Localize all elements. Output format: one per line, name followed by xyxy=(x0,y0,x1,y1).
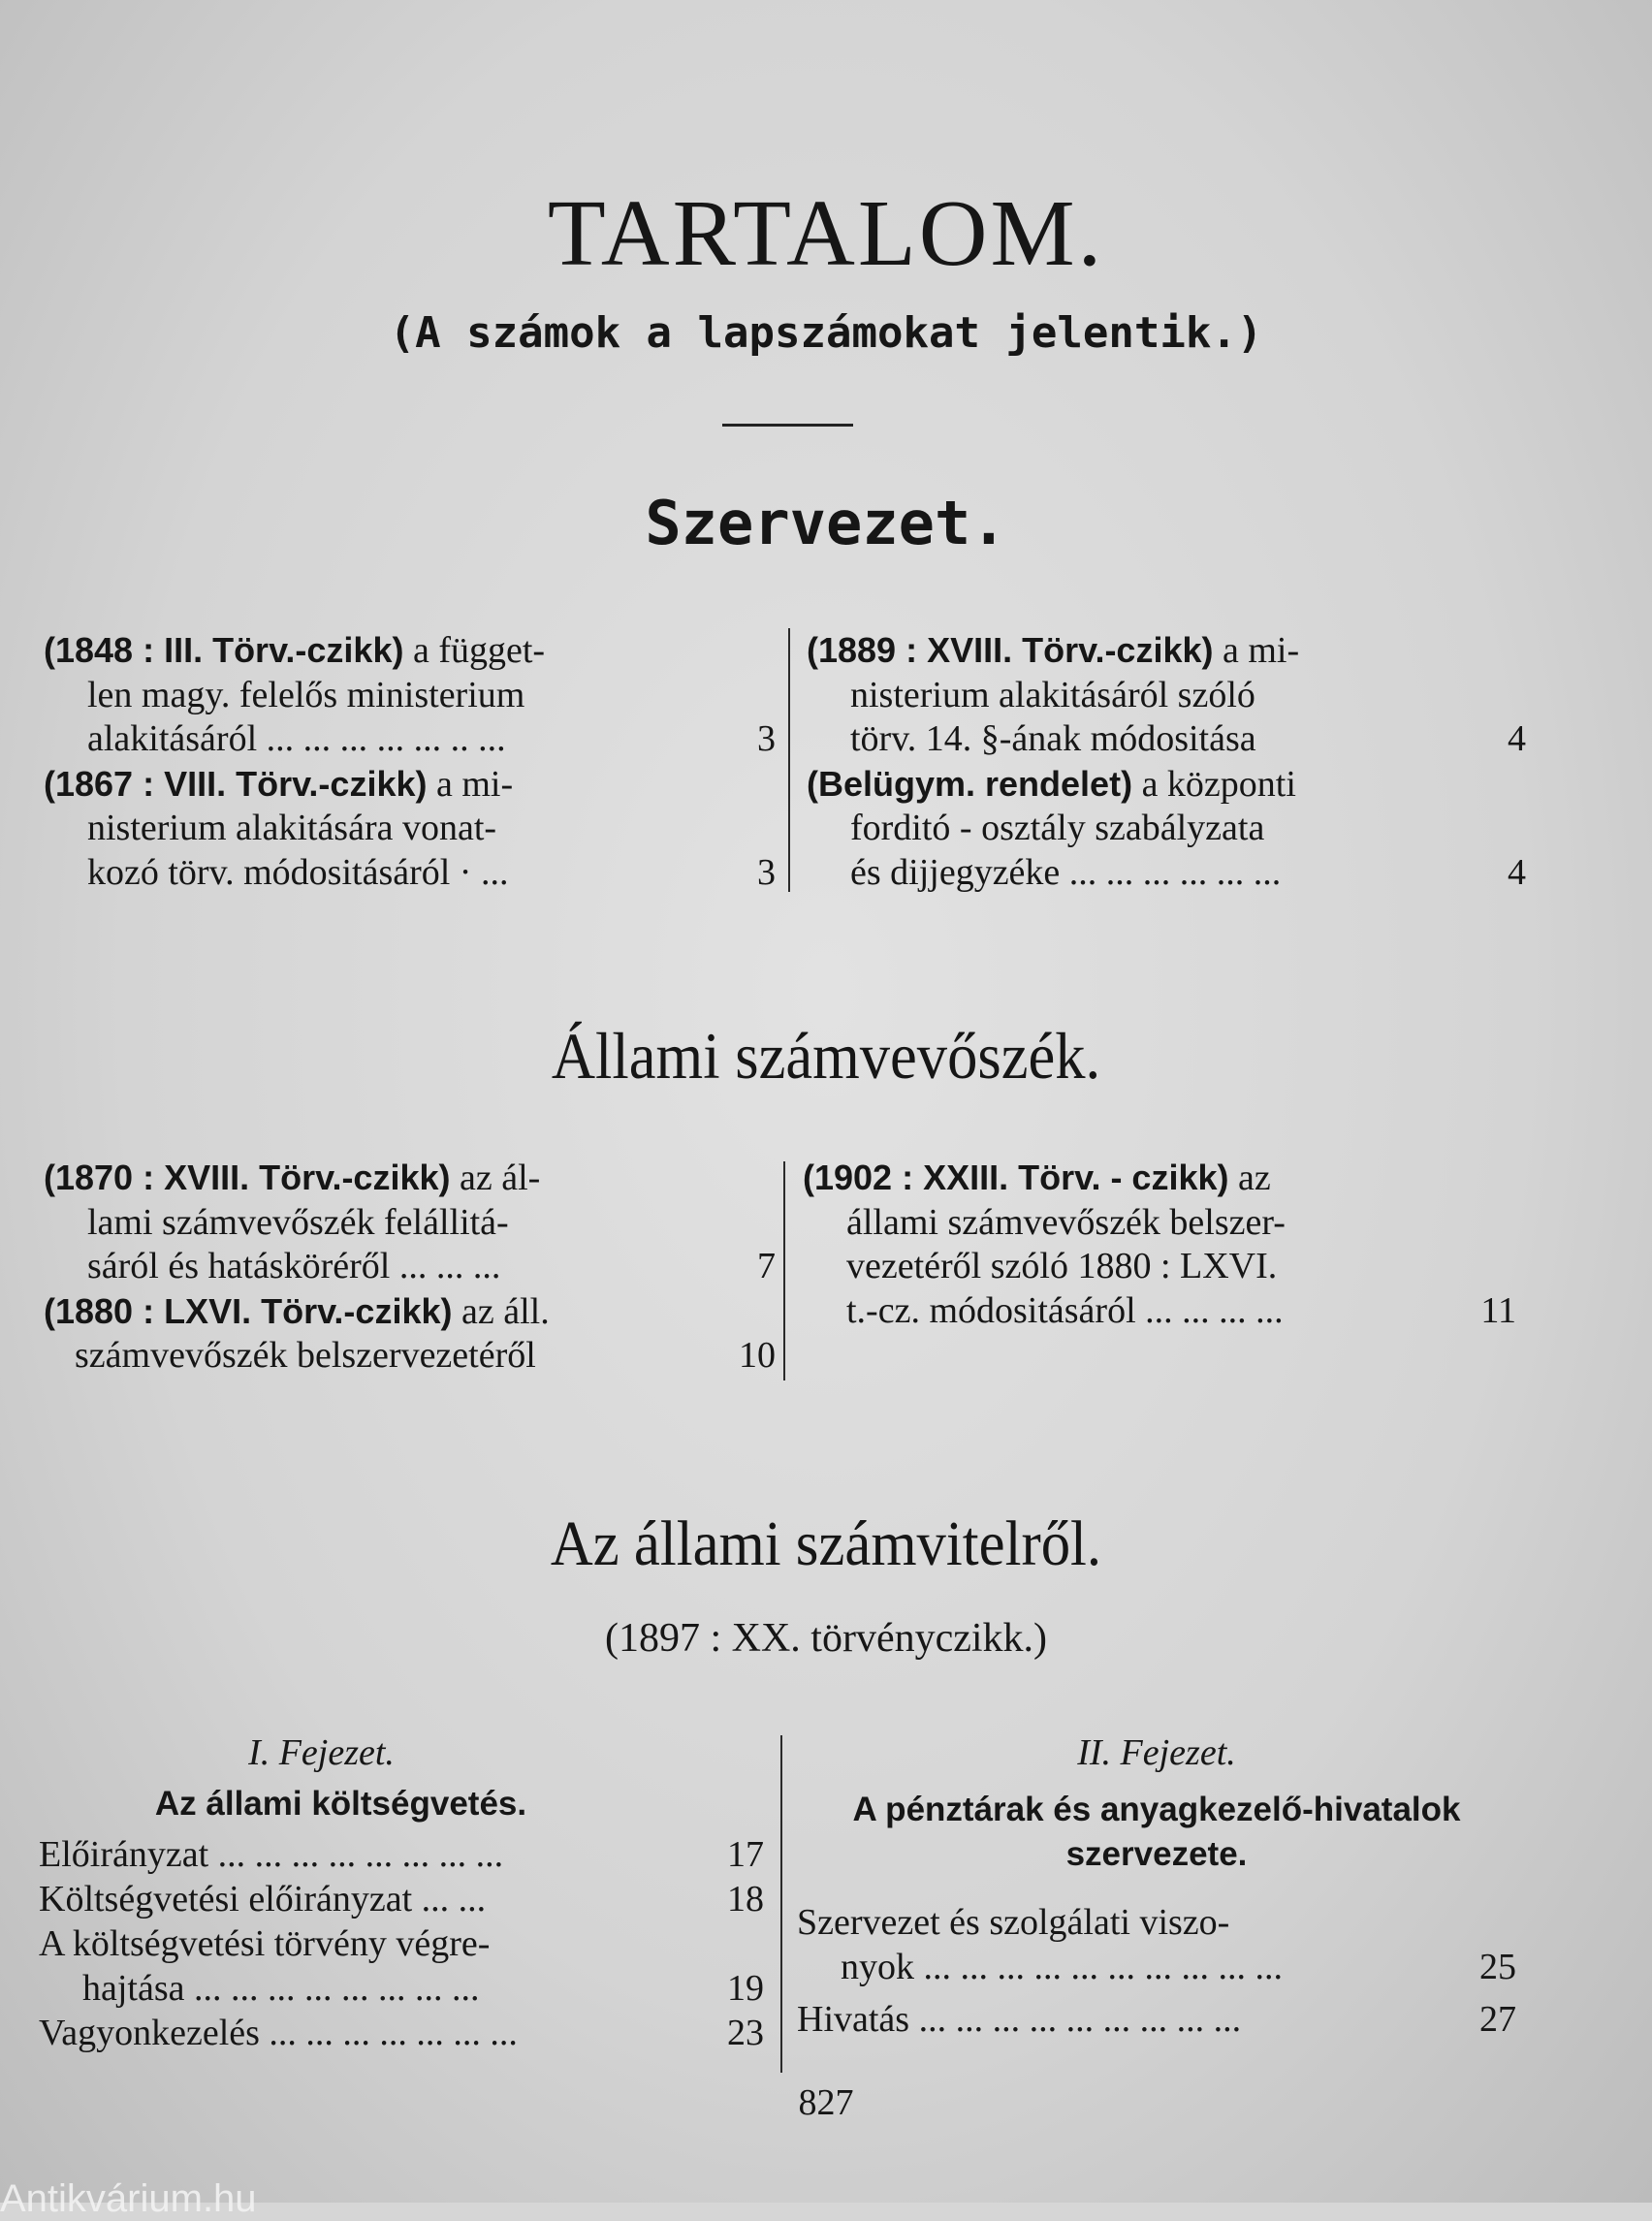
page-ref: 3 xyxy=(757,718,776,759)
toc-entry xyxy=(807,762,1526,896)
page-subtitle: (A számok a lapszámokat jelentik.) xyxy=(389,308,1263,358)
entry-text: alakitásáról ... ... ... ... ... .. ... xyxy=(87,718,506,759)
entry-text: a mi- xyxy=(427,763,514,805)
entry-text: len magy. felelős ministerium xyxy=(87,674,525,715)
page-ref: 11 xyxy=(1480,1289,1516,1331)
entry-law-ref: (1848 : III. Törv.-czikk) xyxy=(44,630,404,670)
entry-text: vezetéről szóló 1880 : LXVI. xyxy=(846,1246,1278,1286)
toc-entry xyxy=(39,2011,764,2055)
column-divider xyxy=(780,1735,782,2073)
toc-entry xyxy=(44,762,776,896)
toc-entry xyxy=(797,1997,1516,2042)
entry-text: a központi xyxy=(1132,763,1296,805)
chapter-title: II. Fejezet. xyxy=(1077,1732,1236,1773)
section-subheading: (1897 : XX. törvényczikk.) xyxy=(604,1616,1048,1661)
chapter-heading: A pénztárak és anyagkezelő-hivatalok xyxy=(852,1791,1461,1828)
entry-law-ref: (1889 : XVIII. Törv.-czikk) xyxy=(807,630,1214,670)
title-divider xyxy=(722,424,853,427)
page-ref: 23 xyxy=(727,2013,764,2053)
page-ref: 27 xyxy=(1479,1999,1516,2040)
entry-law-ref: (1870 : XVIII. Törv.-czikk) xyxy=(44,1158,451,1197)
entry-law-ref: (Belügym. rendelet) xyxy=(807,763,1133,804)
section2-right-column xyxy=(803,1156,1516,1333)
page-ref: 17 xyxy=(727,1834,764,1875)
page-ref: 19 xyxy=(727,1968,764,2009)
column-divider xyxy=(783,1161,785,1380)
entry-text: t.-cz. módositásáról ... ... ... ... xyxy=(846,1289,1284,1331)
entry-text: kozó törv. módositásáról · ... xyxy=(87,851,509,893)
entry-text: a függet- xyxy=(403,630,546,671)
page-ref: 10 xyxy=(739,1335,776,1376)
page-ref: 18 xyxy=(727,1879,764,1920)
entry-text: az áll. xyxy=(452,1290,550,1332)
toc-entry xyxy=(807,628,1526,762)
chapter-title: I. Fejezet. xyxy=(248,1732,395,1773)
toc-entry xyxy=(803,1156,1516,1333)
page-ref: 25 xyxy=(1479,1947,1516,1987)
watermark: Antikvárium.hu xyxy=(0,2177,257,2220)
page-ref: 4 xyxy=(1508,851,1526,893)
entry-text: sáról és hatásköréről ... ... ... xyxy=(87,1246,501,1286)
chapter-heading: Az állami költségvetés. xyxy=(154,1785,527,1823)
entry-text: Hivatás ... ... ... ... ... ... ... ... ... xyxy=(797,1999,1242,2040)
entry-text: az xyxy=(1228,1158,1271,1198)
entry-text: hajtása ... ... ... ... ... ... ... ... xyxy=(82,1968,480,2009)
entry-text: forditó - osztály szabályzata xyxy=(850,808,1265,848)
entry-text: Előirányzat ... ... ... ... ... ... ... ... xyxy=(39,1834,504,1875)
entry-text: és dijjegyzéke ... ... ... ... ... ... xyxy=(850,851,1282,893)
chapter1-column xyxy=(39,1731,764,2055)
toc-entry xyxy=(797,1900,1516,1989)
section-heading-szervezet: Szervezet. xyxy=(645,488,1007,558)
toc-entry xyxy=(44,628,776,762)
chapter-heading: szervezete. xyxy=(1065,1835,1248,1873)
entry-text: számvevőszék belszervezetéről xyxy=(75,1335,536,1376)
toc-entry xyxy=(39,1832,764,1877)
section-heading-szamvevoszek: Állami számvevőszék. xyxy=(551,1019,1101,1093)
entry-text: Szervezet és szolgálati viszo- xyxy=(797,1902,1230,1943)
entry-text: az ál- xyxy=(450,1158,541,1198)
toc-entry xyxy=(44,1289,776,1379)
entry-text: nyok ... ... ... ... ... ... ... ... ... ... xyxy=(841,1947,1283,1987)
toc-entry xyxy=(44,1156,776,1289)
page-number: 827 xyxy=(798,2082,854,2123)
toc-entry xyxy=(39,1877,764,1921)
entry-text: nisterium alakitásáról szóló xyxy=(850,674,1255,715)
toc-entry xyxy=(39,1921,764,2011)
chapter2-column xyxy=(797,1731,1516,2042)
column-divider xyxy=(788,628,790,892)
page-ref: 7 xyxy=(757,1246,776,1286)
entry-text: A költségvetési törvény végre- xyxy=(39,1923,491,1964)
entry-text: Vagyonkezelés ... ... ... ... ... ... ... xyxy=(39,2013,518,2053)
section2-left-column xyxy=(44,1156,776,1379)
entry-law-ref: (1902 : XXIII. Törv. - czikk) xyxy=(803,1158,1229,1197)
entry-text: törv. 14. §-ának módositása xyxy=(850,718,1256,759)
entry-law-ref: (1867 : VIII. Törv.-czikk) xyxy=(44,763,428,804)
entry-text: állami számvevőszék belszer- xyxy=(846,1201,1286,1243)
page-title: TARTALOM. xyxy=(547,181,1105,286)
entry-text: a mi- xyxy=(1213,630,1300,671)
page-ref: 4 xyxy=(1508,718,1526,759)
entry-text: Költségvetési előirányzat ... ... xyxy=(39,1879,487,1920)
section1-right-column xyxy=(807,628,1526,895)
page-ref: 3 xyxy=(757,851,776,893)
entry-text: lami számvevőszék felállitá- xyxy=(87,1201,509,1243)
entry-law-ref: (1880 : LXVI. Törv.-czikk) xyxy=(44,1290,453,1331)
entry-text: nisterium alakitására vonat- xyxy=(87,808,497,848)
section-heading-szamvitel: Az állami számvitelről. xyxy=(550,1508,1102,1579)
section1-left-column xyxy=(44,628,776,895)
